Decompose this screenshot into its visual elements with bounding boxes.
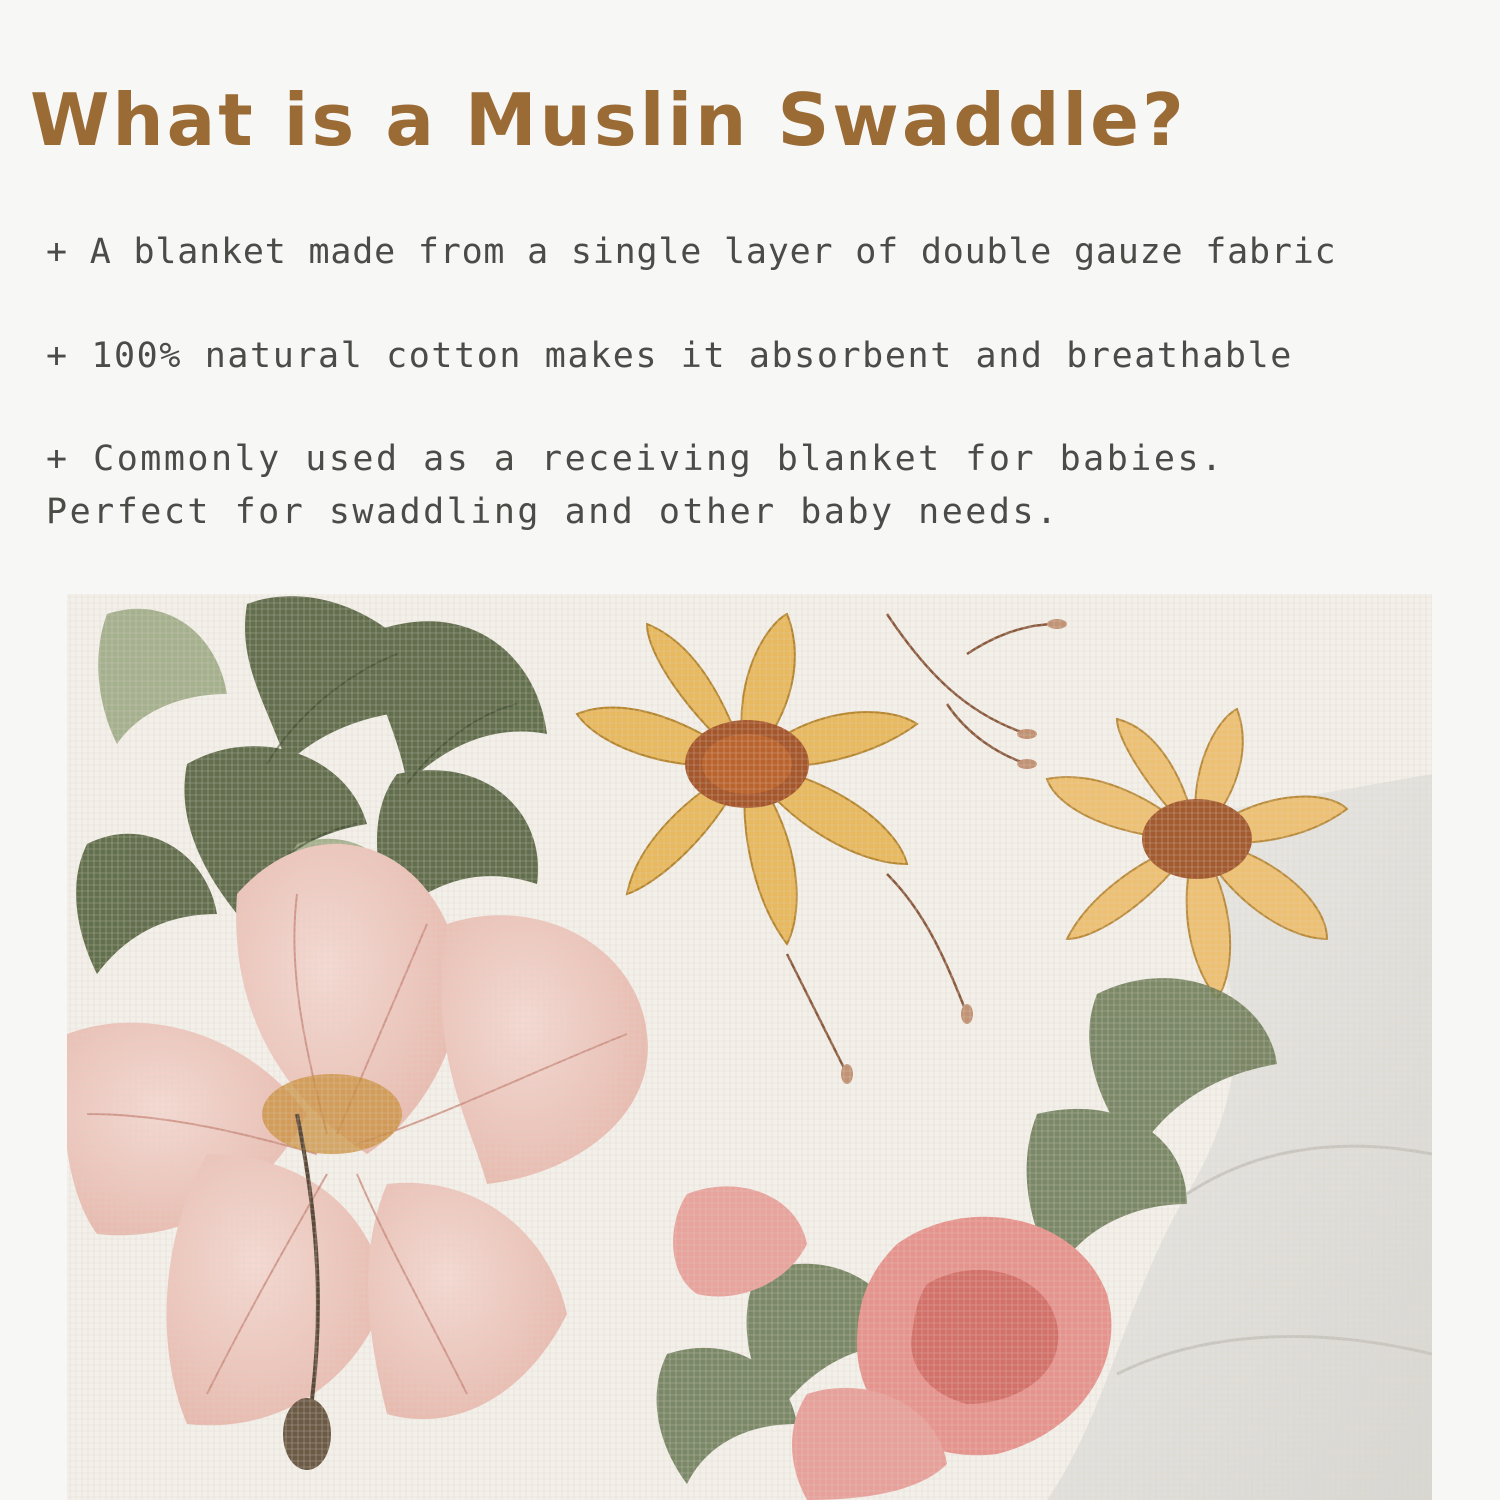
floral-muslin-fabric-photo xyxy=(67,594,1432,1500)
feature-bullet-usage: + Commonly used as a receiving blanket for babies. Perfect for swaddling and other baby needs. xyxy=(46,439,1225,532)
feature-bullet-cotton: + 100% natural cotton makes it absorbent and breathable xyxy=(46,336,1293,376)
feature-bullet-fabric: + A blanket made from a single layer of double gauze fabric xyxy=(46,232,1337,272)
page-title: What is a Muslin Swaddle? xyxy=(30,78,1187,162)
